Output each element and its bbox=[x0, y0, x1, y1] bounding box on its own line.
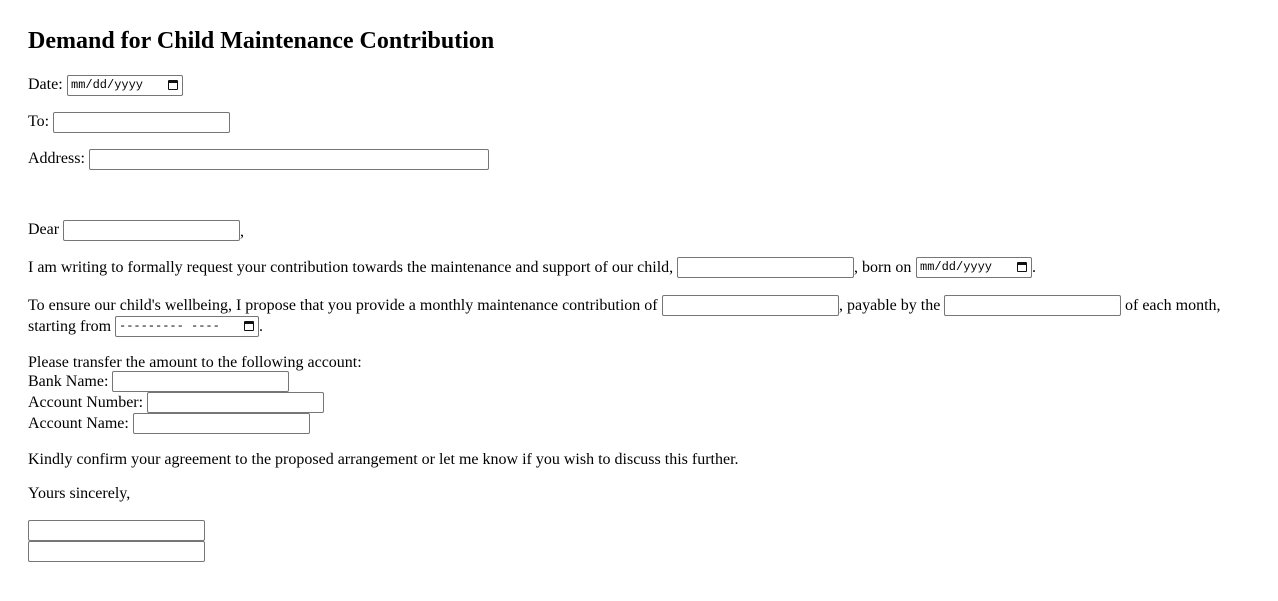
bank-name-input[interactable] bbox=[112, 371, 289, 392]
confirm-text: Kindly confirm your agreement to the proposed arrangement or let me know if you wish to discuss this further. bbox=[28, 451, 739, 468]
letter-date-input[interactable] bbox=[67, 75, 183, 96]
salutation-comma: , bbox=[240, 223, 244, 240]
sender-name-input[interactable] bbox=[28, 520, 205, 541]
start-date-input[interactable] bbox=[115, 316, 259, 337]
account-intro-text: Please transfer the amount to the following account: bbox=[28, 354, 362, 371]
starting-from-text: starting from bbox=[28, 318, 112, 335]
sender-signature-input[interactable] bbox=[28, 541, 205, 562]
recipient-address-input[interactable] bbox=[89, 149, 489, 170]
of-each-month-text: of each month, bbox=[1125, 297, 1221, 314]
sign-off-text: Yours sincerely, bbox=[28, 485, 131, 502]
salutation-name-input[interactable] bbox=[63, 220, 240, 241]
to-label: To: bbox=[28, 113, 50, 130]
calendar-icon[interactable] bbox=[244, 321, 254, 331]
date-label: Date: bbox=[28, 76, 63, 93]
recipient-name-input[interactable] bbox=[53, 112, 230, 133]
date-placeholder: --------- ---- bbox=[119, 319, 220, 333]
calendar-icon[interactable] bbox=[168, 80, 178, 90]
address-label: Address: bbox=[28, 150, 85, 167]
payable-by-text: , payable by the bbox=[839, 297, 941, 314]
account-number-label: Account Number: bbox=[28, 394, 144, 411]
page-title: Demand for Child Maintenance Contribution bbox=[28, 28, 495, 54]
born-on-text: , born on bbox=[854, 259, 912, 276]
paragraph1-period: . bbox=[1032, 259, 1036, 276]
paragraph2-period: . bbox=[259, 318, 263, 335]
account-name-label: Account Name: bbox=[28, 415, 129, 432]
payment-day-input[interactable] bbox=[944, 295, 1121, 316]
contribution-amount-input[interactable] bbox=[662, 295, 839, 316]
account-number-input[interactable] bbox=[147, 392, 324, 413]
bank-name-label: Bank Name: bbox=[28, 373, 109, 390]
paragraph1-text: I am writing to formally request your contribution towards the maintenance and support of our child, bbox=[28, 259, 674, 276]
account-name-input[interactable] bbox=[133, 413, 310, 434]
child-birthdate-input[interactable] bbox=[916, 257, 1032, 278]
child-name-input[interactable] bbox=[677, 257, 854, 278]
date-placeholder: mm/dd/yyyy bbox=[920, 260, 993, 274]
paragraph2-text: To ensure our child's wellbeing, I propose that you provide a monthly maintenance contribution of bbox=[28, 297, 658, 314]
dear-label: Dear bbox=[28, 221, 60, 238]
date-placeholder: mm/dd/yyyy bbox=[71, 78, 144, 92]
calendar-icon[interactable] bbox=[1017, 262, 1027, 272]
